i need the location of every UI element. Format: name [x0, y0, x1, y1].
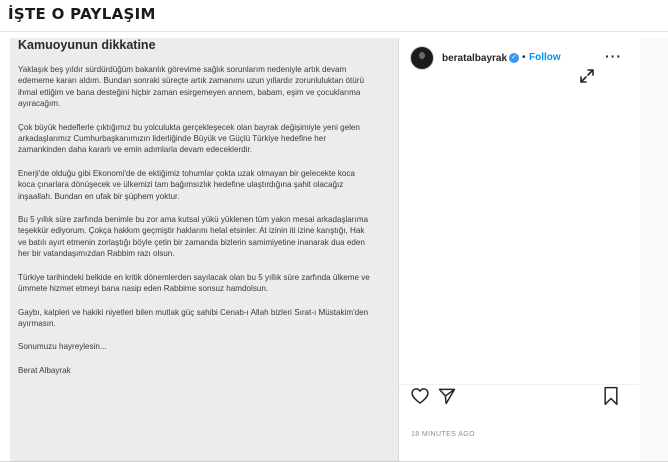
post-image[interactable] — [10, 38, 398, 462]
post-side-panel — [399, 38, 639, 462]
header-separator: • — [522, 52, 526, 63]
statement-paragraph: Çok büyük hedeflerle çıktığımız bu yolculukta gerçekleşecek olan bayrak değişimiyle yeni gelen arkadaşlarımız Cumhurbaşkanımızın liderliğinde Büyük ve Güçlü Türkiye hedefine her zamankinden daha kararlı ve emin adımlarla devam edeceklerdir. — [18, 122, 360, 155]
verified-badge-icon: ✓ — [509, 53, 519, 63]
top-divider — [0, 31, 668, 32]
statement-paragraph: Türkiye tarihindeki belkide en kritik dönemlerden sayılacak olan bu 5 yıllık süre zarfında ülkeme ve ümmete hizmet etmeyi bana nasip eden Rabbime sonsuz hamdolsun. — [18, 272, 370, 294]
statement-closing: Sonumuzu hayreylesin... — [18, 342, 107, 352]
avatar[interactable] — [411, 47, 433, 69]
statement-paragraph: Gaybı, kalpleri ve hakiki niyetleri bilen mutlak güç sahibi Cenab-ı Allah bizleri Sırat-ı Müstakim'den ayırmasın. — [18, 307, 369, 328]
statement-document — [18, 38, 374, 376]
expand-icon[interactable] — [579, 68, 595, 84]
post-timestamp: 18 MINUTES AGO — [411, 431, 475, 438]
more-options-icon[interactable]: ··· — [605, 48, 622, 64]
post-header — [399, 38, 639, 78]
statement-paragraph: Enerji'de olduğu gibi Ekonomi'de de ektiğimiz tohumlar çokta uzak olmayan bir gelecekte koca koca çınarlara dönüşecek ve ülkemizi tam bağımsızlık hedefine ulaştırdığına şahit olacağız inşaallah. Bundan en ufak bir şüphem yoktur. — [18, 168, 355, 201]
instagram-embed — [0, 38, 668, 462]
paper-plane-icon[interactable] — [437, 386, 457, 406]
statement-paragraph: Bu 5 yıllık süre zarfında benimle bu zor ama kutsal yükü yüklenen tüm yakın mesai arkadaşlarıma teşekkür ediyorum. Çokça hakkım geçmiştir haklarını helal etsinler. At izinin iti izine karıştığı, Hak ve batılı ayırt etmenin zorlaştığı böyle çetin bir zamanda bizlerin samimiyetine inanarak dua eden her bir vatandaşımızdan Rabbim razı olsun. — [18, 215, 368, 259]
page-headline: İŞTE O PAYLAŞIM — [8, 5, 156, 23]
username-link[interactable]: beratalbayrak — [442, 53, 508, 64]
post-actions — [399, 386, 639, 416]
heart-icon[interactable] — [410, 386, 430, 406]
follow-button[interactable]: Follow — [529, 52, 561, 63]
statement-signature: Berat Albayrak — [18, 365, 71, 375]
statement-title: Kamuoyunun dikkatine — [18, 38, 156, 52]
statement-paragraph: Yaklaşık beş yıldır sürdürdüğüm bakanlık görevime sağlık sorunlarım nedeniyle artık devam edememe kararı aldım. Bundan sonraki süreçte artık zamanımı uzun yıllardır zorunluluktan ötürü ihmal ettiğim ve bana desteğini hiçbir zaman esirgemeyen annem, babam, eşim ve çocuklarıma ayıracağım. — [18, 65, 364, 109]
actions-divider — [399, 384, 639, 385]
bookmark-icon[interactable] — [602, 386, 620, 406]
embed-margin — [640, 38, 668, 462]
